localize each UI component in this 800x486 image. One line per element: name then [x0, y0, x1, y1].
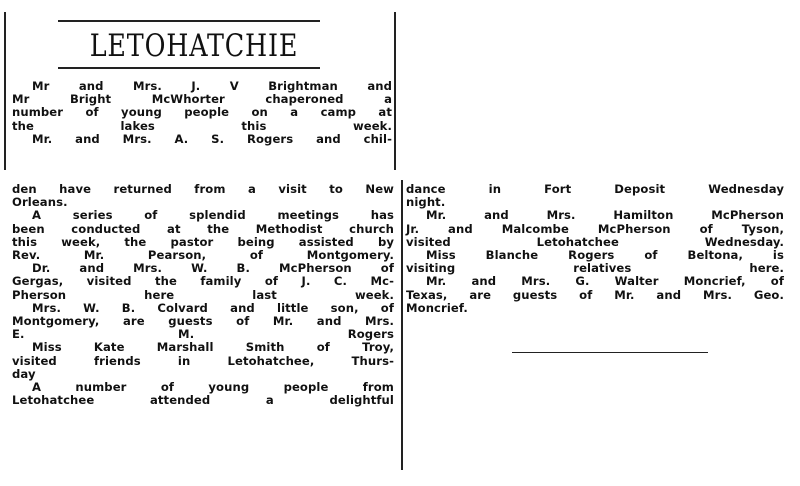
text-line: Jr. and Malcombe McPherson of Tyson,: [406, 221, 784, 236]
text-line: the lakes this week.: [12, 118, 392, 133]
text-line: Mr and Mrs. J. V Brightman and: [32, 79, 392, 93]
end-rule: [512, 352, 708, 353]
text-line: Moncrief.: [406, 300, 468, 315]
text-line: visiting relatives here.: [406, 261, 784, 276]
text-line: this week, the pastor being assisted by: [12, 234, 394, 249]
column-rule-left-top: [4, 12, 6, 170]
text-line: Mr. and Mrs. Hamilton McPherson: [426, 208, 784, 223]
text-line: number of young people on a camp at: [12, 105, 392, 120]
text-line: been conducted at the Methodist church: [12, 221, 394, 236]
text-line: Miss Blanche Rogers of Beltona, is: [426, 248, 784, 263]
column-2: [406, 183, 784, 315]
text-line: Miss Kate Marshall Smith of Troy,: [32, 340, 394, 355]
text-line: Rev. Mr. Pearson, of Montgomery.: [12, 248, 394, 263]
text-line: dance in Fort Deposit Wednesday: [406, 182, 784, 196]
text-line: Pherson here last week.: [12, 287, 394, 302]
text-line: Mrs. W. B. Colvard and little son, of: [32, 300, 394, 315]
text-line: day: [12, 366, 36, 381]
text-line: den have returned from a visit to New: [12, 182, 394, 196]
text-line: Gergas, visited the family of J. C. Mc-: [12, 274, 394, 289]
column-1-top: [12, 80, 392, 146]
text-line: A series of splendid meetings has: [32, 208, 394, 223]
text-line: E. M. Rogers: [12, 327, 394, 342]
article-title: LETOHATCHIE: [89, 28, 299, 64]
column-1-bottom: [12, 183, 394, 407]
text-line: Mr. and Mrs. G. Walter Moncrief, of: [426, 274, 784, 289]
title-rule-top: [58, 20, 320, 22]
text-line: Orleans.: [12, 195, 68, 210]
column-rule-center: [401, 180, 403, 470]
title-rule-bottom: [58, 67, 320, 69]
text-line: A number of young people from: [32, 380, 394, 395]
text-line: visited Letohatchee Wednesday.: [406, 234, 784, 249]
text-line: Mr. and Mrs. A. S. Rogers and chil-: [32, 131, 392, 146]
text-line: night.: [406, 195, 446, 210]
column-rule-right-top: [394, 12, 396, 170]
text-line: Montgomery, are guests of Mr. and Mrs.: [12, 314, 394, 329]
text-line: Mr Bright McWhorter chaperoned a: [12, 92, 392, 107]
text-line: visited friends in Letohatchee, Thurs-: [12, 353, 394, 368]
text-line: Texas, are guests of Mr. and Mrs. Geo.: [406, 287, 784, 302]
text-line: Dr. and Mrs. W. B. McPherson of: [32, 261, 394, 276]
text-line: Letohatchee attended a delightful: [12, 393, 394, 408]
